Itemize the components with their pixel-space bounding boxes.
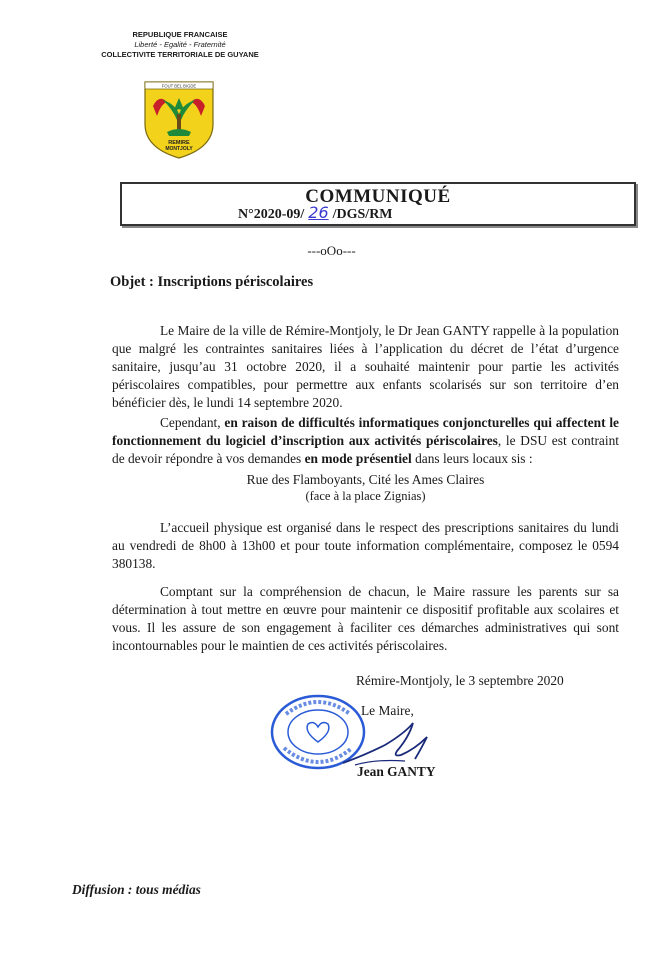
reference-suffix: /DGS/RM [332,207,393,222]
subject-line: Objet : Inscriptions périscolaires [110,274,314,290]
svg-text:REMIRE: REMIRE [168,140,190,146]
letterhead-line-motto: Liberté - Egalité - Fraternité [134,40,226,49]
communique-title: COMMUNIQUÉ [305,186,451,207]
svg-text:MONTJOLY: MONTJOLY [165,146,193,152]
svg-text:FOUT BEL BIGDE: FOUT BEL BIGDE [161,83,197,89]
paragraph-intro: Le Maire de la ville de Rémire-Montjoly, le Dr Jean GANTY rappelle à la population que malgré les contraintes sanitaires liées à l’application du décret de l’état d’urgence sanitaire, jusqu’au 31 octobre 2020, il a souhaité maintenir pour partie les activités périscolaires compatibles, pour permettre aux enfants scolarisés sur son territoire d’en bénéficier dès, le lundi 14 septembre 2020. [112,323,619,410]
p2-end: dans leurs locaux sis : [411,451,533,466]
signatory-name: Jean GANTY [357,764,436,779]
paragraph-accueil: L’accueil physique est organisé dans le respect des prescriptions sanitaires du lundi au vendredi de 8h00 à 13h00 et pour toute information complémentaire, composez le 0594 380138. [112,520,619,571]
address-landmark: (face à la place Zignias) [305,489,426,503]
signature-role: Le Maire, [361,703,414,718]
reference-prefix: N°2020-09/ [238,207,305,222]
address-street: Rue des Flamboyants, Cité les Ames Claires [246,472,485,487]
communique-reference [238,203,393,223]
diffusion-note: Diffusion : tous médias [72,882,201,897]
place-date: Rémire-Montjoly, le 3 septembre 2020 [356,673,564,688]
letterhead-line-republique: REPUBLIQUE FRANCAISE [132,30,228,39]
p2-bold-reason: en raison de difficultés informatiques conjoncturelles qui affectent le fonctionnement du logiciel d’inscription aux activités périscolaires [112,415,619,448]
p2-start: Cependant, [160,415,225,430]
p2-bold-mode: en mode présentiel [304,451,412,466]
p2-middle: , le DSU est contraint de devoir répondre à vos demandes [112,433,619,466]
separator: ---oOo--- [307,243,356,258]
town-crest-logo [137,76,221,160]
letterhead [100,30,260,60]
reference-handwritten-number: 26 [308,203,329,222]
paragraph-comptant: Comptant sur la compréhension de chacun, le Maire rassure les parents sur sa détermination à tout mettre en œuvre pour maintenir ce dispositif profitable aux scolaires et vous. Il les assure de son engagement à faciliter ces démarches administratives qui sont incontournables pour le maintien de ces activités périscolaires. [112,584,619,653]
letterhead-line-collectivite: COLLECTIVITE TERRITORIALE DE GUYANE [101,50,259,59]
paragraph-cependant [112,414,619,468]
